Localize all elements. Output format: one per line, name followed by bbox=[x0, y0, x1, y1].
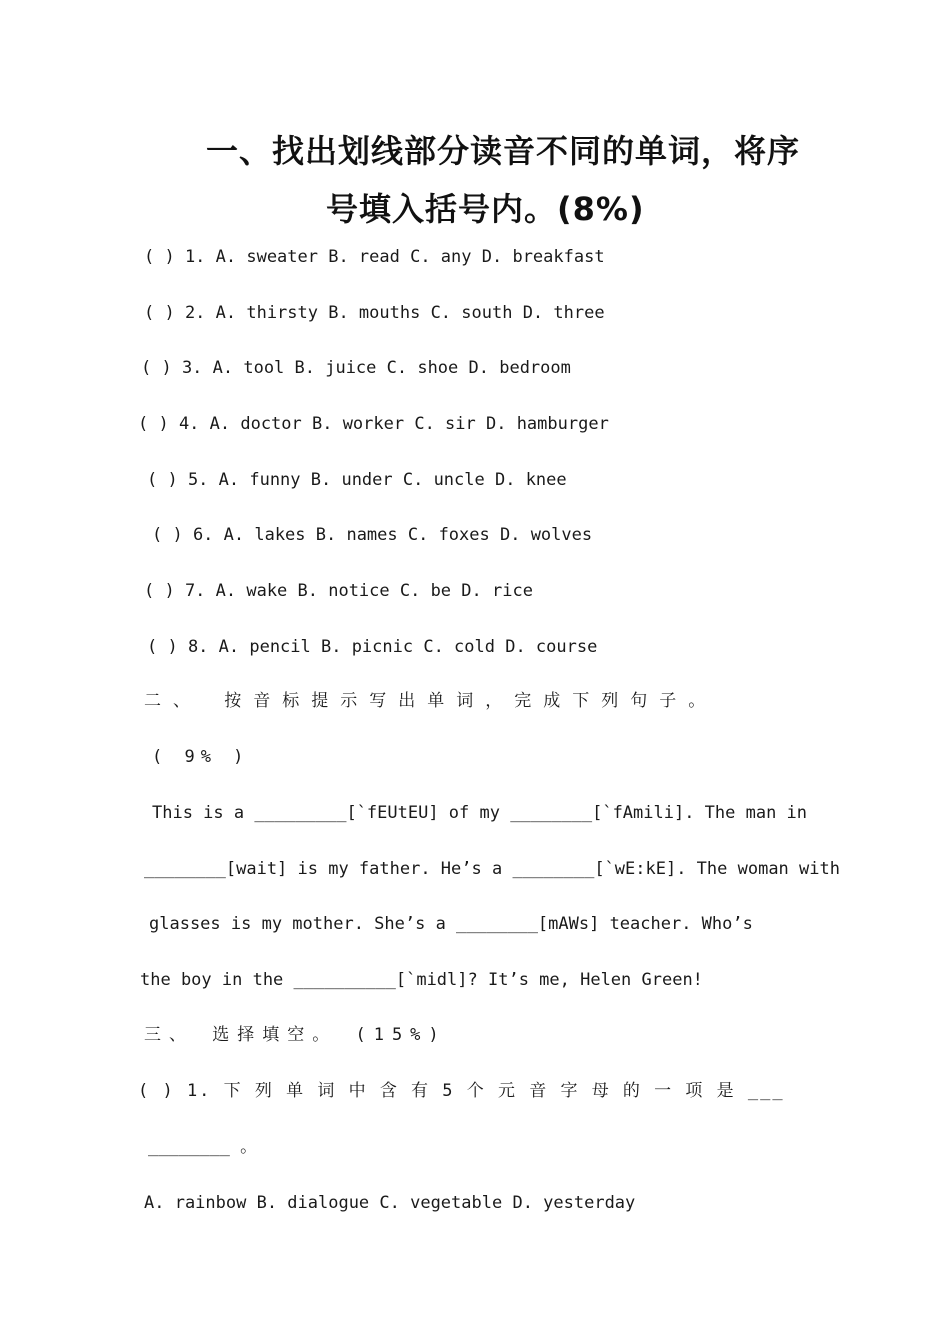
section3-heading: 三、 选择填空。 (15%) bbox=[144, 1025, 447, 1045]
question-1-5: ( ) 5. A. funny B. under C. uncle D. knee bbox=[147, 470, 567, 490]
section3-question-1-options: A. rainbow B. dialogue C. vegetable D. yesterday bbox=[144, 1193, 636, 1213]
question-1-7: ( ) 7. A. wake B. notice C. be D. rice bbox=[144, 581, 533, 601]
section2-passage-line2: ________[wait] is my father. He’s a ________[`wE:kE]. The woman with bbox=[144, 859, 840, 879]
section2-passage-line4: the boy in the __________[`midl]? It’s me, Helen Green! bbox=[140, 970, 703, 990]
question-1-1: ( ) 1. A. sweater B. read C. any D. breakfast bbox=[144, 247, 605, 267]
section2-heading: 二、 按音标提示写出单词，完成下列句子。 bbox=[144, 691, 718, 711]
section3-question-1-line2: ________ 。 bbox=[148, 1137, 258, 1157]
question-1-4: ( ) 4. A. doctor B. worker C. sir D. hamburger bbox=[138, 414, 609, 434]
question-1-8: ( ) 8. A. pencil B. picnic C. cold D. course bbox=[147, 637, 598, 657]
section3-question-1-line1: ( ) 1. 下 列 单 词 中 含 有 5 个 元 音 字 母 的 一 项 是 ___ bbox=[138, 1081, 785, 1101]
section2-score: ( 9% ) bbox=[152, 747, 250, 767]
section1-title-line2: 号填入括号内。(8%) bbox=[326, 190, 645, 228]
section2-passage-line3: glasses is my mother. She’s a ________[mAWs] teacher. Who’s bbox=[149, 914, 753, 934]
section1-title-line1: 一、找出划线部分读音不同的单词，将序 bbox=[206, 132, 801, 170]
question-1-2: ( ) 2. A. thirsty B. mouths C. south D. three bbox=[144, 303, 605, 323]
section2-passage-line1: This is a _________[`fEUtEU] of my ________[`fAmili]. The man in bbox=[152, 803, 808, 823]
question-1-6: ( ) 6. A. lakes B. names C. foxes D. wolves bbox=[152, 525, 593, 545]
question-1-3: ( ) 3. A. tool B. juice C. shoe D. bedroom bbox=[141, 358, 571, 378]
